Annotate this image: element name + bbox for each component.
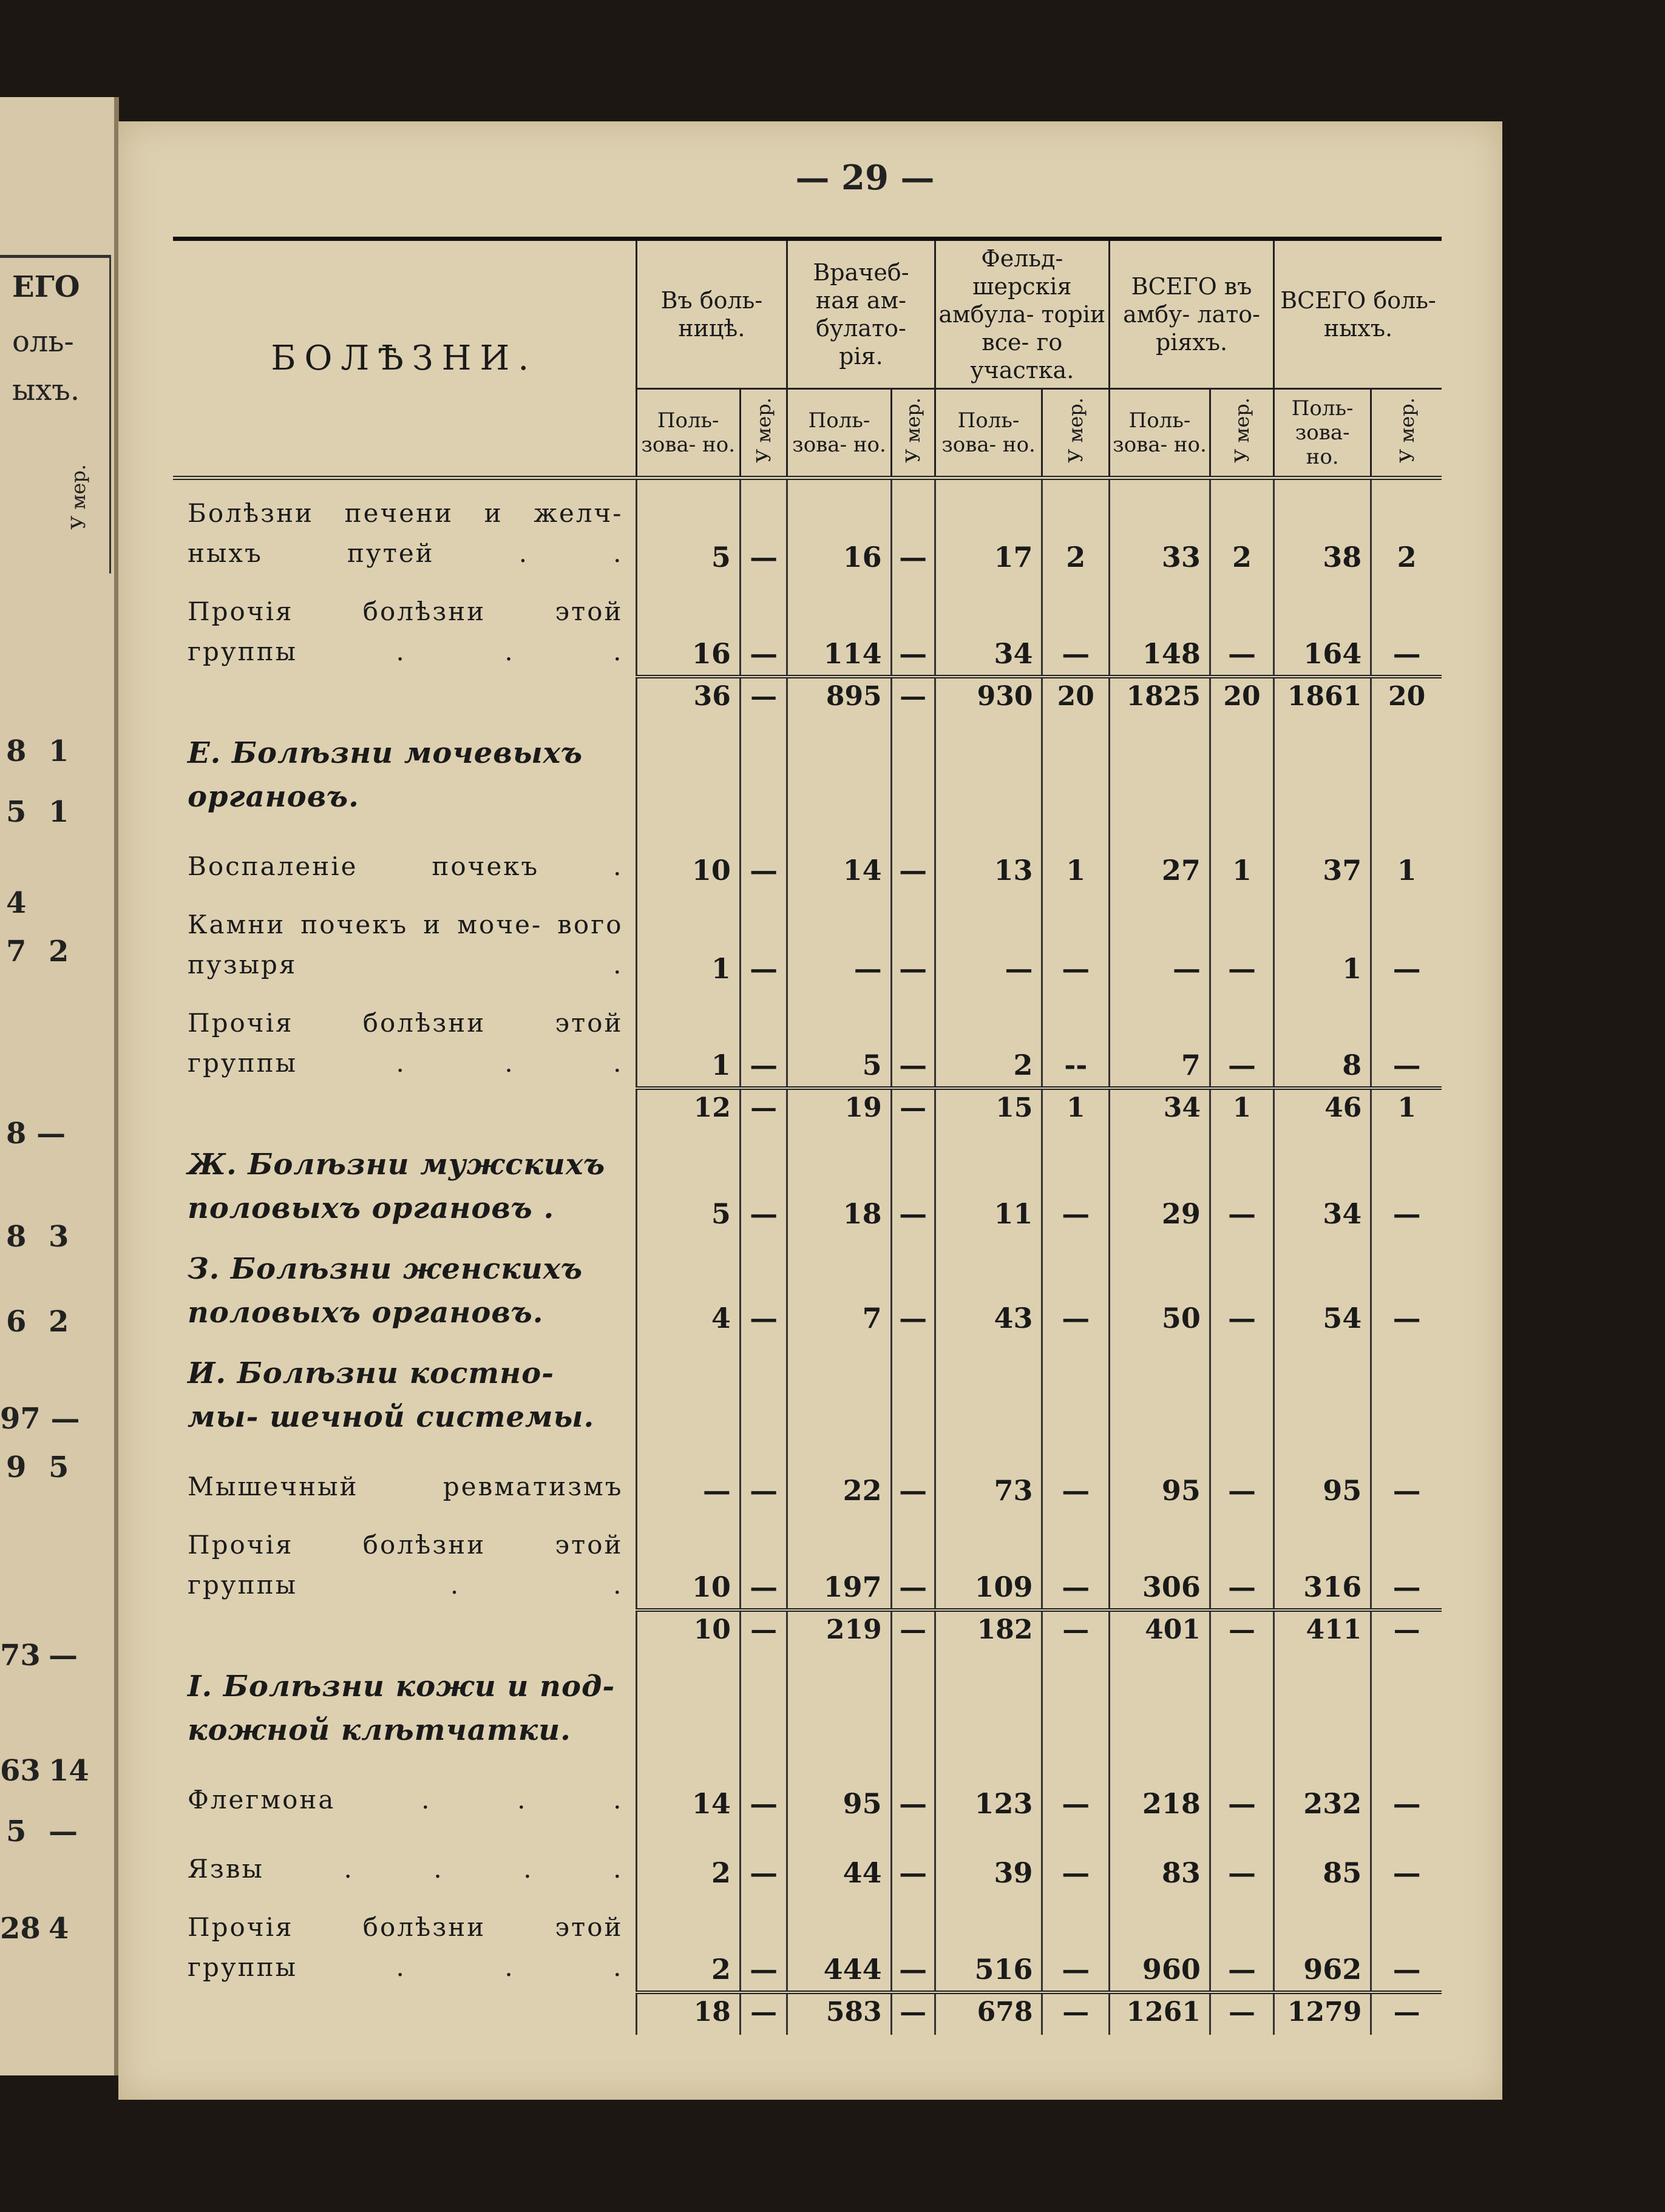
died-count-cell: — xyxy=(1371,1235,1442,1339)
table-row xyxy=(173,1894,1442,1992)
empty-cell xyxy=(740,719,787,822)
used-count-cell: 164 xyxy=(1273,578,1371,677)
table-row xyxy=(173,990,1442,1088)
disease-name: Камни почекъ и моче- вого пузыря . xyxy=(188,910,623,979)
died-count-cell: — xyxy=(1042,1443,1110,1512)
used-count-cell: 411 xyxy=(1273,1610,1371,1652)
empty-cell xyxy=(787,1339,891,1443)
col-total-ambulatory-header: ВСЕГО въ амбу- лато- ріяхъ. xyxy=(1110,241,1274,389)
page-number: — 29 — xyxy=(795,158,935,198)
table-row xyxy=(173,1131,1442,1235)
died-count-cell: — xyxy=(740,1131,787,1235)
disease-name: Прочія болѣзни этой группы . . . xyxy=(188,1008,623,1078)
empty-cell xyxy=(1273,719,1371,822)
col-total-patients-header: ВСЕГО боль- ныхъ. xyxy=(1273,241,1442,389)
died-count-cell: — xyxy=(740,1443,787,1512)
left-value: 5 xyxy=(6,1815,27,1848)
empty-cell xyxy=(787,1652,891,1756)
used-count-cell: 10 xyxy=(636,1512,740,1610)
left-value: — xyxy=(49,1639,78,1673)
left-value: 28 xyxy=(0,1912,41,1946)
used-count-cell: 50 xyxy=(1110,1235,1210,1339)
book-page xyxy=(118,121,1502,2100)
used-count-cell: 10 xyxy=(636,1610,740,1652)
empty-cell xyxy=(1110,1339,1210,1443)
left-value: 73 xyxy=(0,1639,41,1673)
used-count-cell: 5 xyxy=(787,990,891,1088)
died-count-cell: — xyxy=(891,578,935,677)
empty-cell xyxy=(1110,1652,1210,1756)
died-count-cell: 20 xyxy=(1371,677,1442,719)
empty-cell xyxy=(1371,719,1442,822)
used-count-cell: 46 xyxy=(1273,1088,1371,1131)
used-count-cell: 1 xyxy=(1273,891,1371,990)
died-count-cell: — xyxy=(891,1235,935,1339)
section-heading-row xyxy=(173,1652,1442,1756)
empty-cell xyxy=(935,1339,1042,1443)
used-count-cell: 1261 xyxy=(1110,1992,1210,2035)
used-count-cell: 583 xyxy=(787,1992,891,2035)
died-count-cell: — xyxy=(1371,578,1442,677)
empty-cell xyxy=(1371,1339,1442,1443)
empty-cell xyxy=(1042,1339,1110,1443)
died-count-cell: — xyxy=(740,1894,787,1992)
left-value: 5 xyxy=(49,1450,69,1484)
died-count-cell: — xyxy=(891,1610,935,1652)
died-count-cell: — xyxy=(891,1825,935,1894)
disease-name xyxy=(173,677,636,719)
empty-cell xyxy=(636,1339,740,1443)
died-count-cell: 1 xyxy=(1042,1088,1110,1131)
used-count-cell: 219 xyxy=(787,1610,891,1652)
used-count-cell: 232 xyxy=(1273,1756,1371,1825)
died-count-cell: — xyxy=(1210,1512,1273,1610)
used-count-cell: 16 xyxy=(636,578,740,677)
disease-name xyxy=(173,1992,636,2035)
used-count-cell: 34 xyxy=(1110,1088,1210,1131)
died-count-cell: — xyxy=(1210,1610,1273,1652)
died-count-cell: — xyxy=(1042,891,1110,990)
died-count-cell: — xyxy=(1371,1131,1442,1235)
left-value: — xyxy=(49,1815,78,1848)
used-count-cell: 13 xyxy=(935,822,1042,891)
subtotal-row xyxy=(173,1088,1442,1131)
died-count-cell: — xyxy=(1210,1825,1273,1894)
left-value: 4 xyxy=(49,1912,69,1946)
left-value: 63 xyxy=(0,1754,41,1788)
used-count-cell: 14 xyxy=(787,822,891,891)
died-count-cell: — xyxy=(740,1610,787,1652)
used-count-cell: 43 xyxy=(935,1235,1042,1339)
died-count-cell: — xyxy=(1371,1894,1442,1992)
table-row xyxy=(173,1825,1442,1894)
used-count-cell: 19 xyxy=(787,1088,891,1131)
died-count-cell: — xyxy=(1210,1992,1273,2035)
left-value: 14 xyxy=(49,1754,89,1788)
sub-header-used: Поль- зова- но. xyxy=(787,389,891,478)
used-count-cell: 15 xyxy=(935,1088,1042,1131)
used-count-cell: 401 xyxy=(1110,1610,1210,1652)
died-count-cell: — xyxy=(740,578,787,677)
used-count-cell: 123 xyxy=(935,1756,1042,1825)
died-count-cell: 1 xyxy=(1371,1088,1442,1131)
died-count-cell: — xyxy=(1371,891,1442,990)
died-count-cell: — xyxy=(740,891,787,990)
died-count-cell: — xyxy=(891,891,935,990)
died-count-cell: — xyxy=(891,677,935,719)
disease-name: Язвы . . . . xyxy=(188,1854,623,1884)
empty-cell xyxy=(1110,719,1210,822)
used-count-cell: 4 xyxy=(636,1235,740,1339)
empty-cell xyxy=(1210,719,1273,822)
used-count-cell: 17 xyxy=(935,478,1042,579)
used-count-cell: 960 xyxy=(1110,1894,1210,1992)
died-count-cell: — xyxy=(740,822,787,891)
died-count-cell: — xyxy=(891,1992,935,2035)
left-value: 3 xyxy=(49,1220,69,1254)
sub-header-died: У мер. xyxy=(1210,389,1273,478)
died-count-cell: — xyxy=(1210,1894,1273,1992)
table-row xyxy=(173,578,1442,677)
died-count-cell: — xyxy=(1042,1610,1110,1652)
used-count-cell: 197 xyxy=(787,1512,891,1610)
empty-cell xyxy=(1273,1652,1371,1756)
disease-name: И. Болѣзни костно-мы- шечной системы. xyxy=(188,1356,595,1434)
empty-cell xyxy=(636,719,740,822)
empty-cell xyxy=(1042,719,1110,822)
died-count-cell: — xyxy=(1210,1131,1273,1235)
used-count-cell: 29 xyxy=(1110,1131,1210,1235)
died-count-cell: — xyxy=(891,990,935,1088)
died-count-cell: — xyxy=(891,1443,935,1512)
died-count-cell: — xyxy=(891,1756,935,1825)
used-count-cell: 22 xyxy=(787,1443,891,1512)
died-count-cell: — xyxy=(1371,1443,1442,1512)
used-count-cell: 95 xyxy=(1110,1443,1210,1512)
died-count-cell: — xyxy=(1371,1512,1442,1610)
used-count-cell: 95 xyxy=(1273,1443,1371,1512)
table-row xyxy=(173,478,1442,579)
died-count-cell: — xyxy=(740,478,787,579)
table-row xyxy=(173,822,1442,891)
empty-cell xyxy=(935,1652,1042,1756)
used-count-cell: 27 xyxy=(1110,822,1210,891)
died-count-cell: — xyxy=(1210,1235,1273,1339)
used-count-cell: 54 xyxy=(1273,1235,1371,1339)
left-header-text: ЕГО xyxy=(12,270,80,304)
died-count-cell: — xyxy=(1042,1756,1110,1825)
died-count-cell: — xyxy=(740,990,787,1088)
used-count-cell: 16 xyxy=(787,478,891,579)
disease-name: Прочія болѣзни этой группы . . . xyxy=(188,597,623,666)
table-row xyxy=(173,1756,1442,1825)
used-count-cell: 39 xyxy=(935,1825,1042,1894)
disease-name: Мышечный ревматизмъ xyxy=(188,1472,623,1501)
used-count-cell: 95 xyxy=(787,1756,891,1825)
disease-name: Прочія болѣзни этой группы . . . xyxy=(188,1912,623,1982)
used-count-cell: 182 xyxy=(935,1610,1042,1652)
died-count-cell: 1 xyxy=(1210,822,1273,891)
left-value: 9 xyxy=(6,1450,27,1484)
left-value: 97 — xyxy=(0,1402,80,1436)
used-count-cell: 36 xyxy=(636,677,740,719)
used-count-cell: 1861 xyxy=(1273,677,1371,719)
died-count-cell: — xyxy=(740,677,787,719)
left-value: 1 xyxy=(49,795,69,829)
died-count-cell: — xyxy=(1371,1610,1442,1652)
used-count-cell: 114 xyxy=(787,578,891,677)
sub-header-used: Поль- зова- но. xyxy=(1273,389,1371,478)
used-count-cell: 218 xyxy=(1110,1756,1210,1825)
used-count-cell: 18 xyxy=(636,1992,740,2035)
left-value: 6 xyxy=(6,1305,27,1339)
died-count-cell: 2 xyxy=(1042,478,1110,579)
section-heading-row xyxy=(173,719,1442,822)
used-count-cell: 5 xyxy=(636,478,740,579)
col-hospital-header: Въ боль- ницѣ. xyxy=(636,241,787,389)
used-count-cell: 7 xyxy=(1110,990,1210,1088)
sub-header-used: Поль- зова- но. xyxy=(636,389,740,478)
empty-cell xyxy=(891,1339,935,1443)
empty-cell xyxy=(1371,1652,1442,1756)
empty-cell xyxy=(1210,1652,1273,1756)
left-value: 2 xyxy=(49,935,69,969)
left-value: 2 xyxy=(49,1305,69,1339)
died-count-cell: — xyxy=(891,1088,935,1131)
used-count-cell: 2 xyxy=(636,1825,740,1894)
disease-name: Ж. Болѣзни мужскихъ половыхъ органовъ . xyxy=(188,1148,606,1225)
used-count-cell: 678 xyxy=(935,1992,1042,2035)
section-heading-row xyxy=(173,1339,1442,1443)
died-count-cell: 20 xyxy=(1042,677,1110,719)
used-count-cell: 930 xyxy=(935,677,1042,719)
disease-name xyxy=(173,1088,636,1131)
used-count-cell: 12 xyxy=(636,1088,740,1131)
sub-header-used: Поль- зова- но. xyxy=(935,389,1042,478)
died-count-cell: — xyxy=(1371,1825,1442,1894)
used-count-cell: 10 xyxy=(636,822,740,891)
left-value: 4 xyxy=(6,886,27,920)
used-count-cell: — xyxy=(787,891,891,990)
died-count-cell: — xyxy=(891,1131,935,1235)
subtotal-row xyxy=(173,1610,1442,1652)
sub-header-died: У мер. xyxy=(1042,389,1110,478)
sub-header-died: У мер. xyxy=(740,389,787,478)
used-count-cell: 1279 xyxy=(1273,1992,1371,2035)
left-value: 8 — xyxy=(6,1117,66,1151)
empty-cell xyxy=(891,719,935,822)
died-count-cell: — xyxy=(1210,1443,1273,1512)
died-count-cell: — xyxy=(740,1235,787,1339)
died-count-cell: — xyxy=(740,1756,787,1825)
table-row xyxy=(173,891,1442,990)
left-value: 8 xyxy=(6,734,27,768)
subtotal-row xyxy=(173,677,1442,719)
died-count-cell: 1 xyxy=(1210,1088,1273,1131)
left-page-fragment xyxy=(0,97,119,2075)
used-count-cell: 83 xyxy=(1110,1825,1210,1894)
used-count-cell: 85 xyxy=(1273,1825,1371,1894)
left-header-text: ыхъ. xyxy=(12,373,80,407)
table-row xyxy=(173,1235,1442,1339)
died-count-cell: — xyxy=(1042,1131,1110,1235)
used-count-cell: 316 xyxy=(1273,1512,1371,1610)
used-count-cell: 2 xyxy=(636,1894,740,1992)
table-body xyxy=(173,478,1442,2035)
sub-header-used: Поль- зова- но. xyxy=(1110,389,1210,478)
disease-name: З. Болѣзни женскихъ половыхъ органовъ. xyxy=(188,1252,583,1330)
died-count-cell: — xyxy=(1042,1235,1110,1339)
used-count-cell: 18 xyxy=(787,1131,891,1235)
used-count-cell: 7 xyxy=(787,1235,891,1339)
disease-name xyxy=(173,1610,636,1652)
used-count-cell: 962 xyxy=(1273,1894,1371,1992)
died-count-cell: — xyxy=(1042,578,1110,677)
died-count-cell: 1 xyxy=(1042,822,1110,891)
left-page-header xyxy=(0,255,111,573)
empty-cell xyxy=(1210,1339,1273,1443)
died-count-cell: — xyxy=(1042,1894,1110,1992)
died-count-cell: — xyxy=(891,1512,935,1610)
empty-cell xyxy=(891,1652,935,1756)
died-count-cell: — xyxy=(1371,990,1442,1088)
subtotal-row xyxy=(173,1992,1442,2035)
used-count-cell: 37 xyxy=(1273,822,1371,891)
used-count-cell: 34 xyxy=(1273,1131,1371,1235)
died-count-cell: 20 xyxy=(1210,677,1273,719)
left-value: 7 xyxy=(6,935,27,969)
disease-name: Болѣзни печени и желч- ныхъ путей . . xyxy=(188,498,623,568)
disease-name: Е. Болѣзни мочевыхъ органовъ. xyxy=(188,736,583,814)
used-count-cell: 109 xyxy=(935,1512,1042,1610)
left-value: 5 xyxy=(6,795,27,829)
used-count-cell: 14 xyxy=(636,1756,740,1825)
died-count-cell: -- xyxy=(1042,990,1110,1088)
used-count-cell: 306 xyxy=(1110,1512,1210,1610)
used-count-cell: 8 xyxy=(1273,990,1371,1088)
disease-statistics-table xyxy=(173,237,1442,2035)
used-count-cell: 38 xyxy=(1273,478,1371,579)
used-count-cell: — xyxy=(636,1443,740,1512)
used-count-cell: 2 xyxy=(935,990,1042,1088)
died-count-cell: — xyxy=(1210,891,1273,990)
died-count-cell: — xyxy=(1042,1512,1110,1610)
left-header-text: У мер. xyxy=(67,464,90,530)
died-count-cell: — xyxy=(1210,1756,1273,1825)
used-count-cell: 148 xyxy=(1110,578,1210,677)
used-count-cell: 1 xyxy=(636,990,740,1088)
table-row xyxy=(173,1512,1442,1610)
used-count-cell: — xyxy=(935,891,1042,990)
left-header-text: оль- xyxy=(12,325,74,359)
used-count-cell: 11 xyxy=(935,1131,1042,1235)
used-count-cell: 895 xyxy=(787,677,891,719)
sub-header-died: У мер. xyxy=(1371,389,1442,478)
used-count-cell: 73 xyxy=(935,1443,1042,1512)
died-count-cell: — xyxy=(740,1088,787,1131)
used-count-cell: 1825 xyxy=(1110,677,1210,719)
used-count-cell: — xyxy=(1110,891,1210,990)
died-count-cell: 1 xyxy=(1371,822,1442,891)
used-count-cell: 1 xyxy=(636,891,740,990)
empty-cell xyxy=(1042,1652,1110,1756)
died-count-cell: — xyxy=(1042,1992,1110,2035)
disease-name: Флегмона . . . xyxy=(188,1785,623,1815)
used-count-cell: 5 xyxy=(636,1131,740,1235)
empty-cell xyxy=(740,1339,787,1443)
died-count-cell: — xyxy=(1210,990,1273,1088)
col-feldsher-ambulatory-header: Фельд- шерскія амбула- торіи все- го участка. xyxy=(935,241,1110,389)
died-count-cell: — xyxy=(891,822,935,891)
disease-name: Воспаленіе почекъ . xyxy=(188,851,623,881)
left-value: 8 xyxy=(6,1220,27,1254)
empty-cell xyxy=(636,1652,740,1756)
died-count-cell: 2 xyxy=(1210,478,1273,579)
died-count-cell: — xyxy=(1371,1756,1442,1825)
used-count-cell: 34 xyxy=(935,578,1042,677)
used-count-cell: 444 xyxy=(787,1894,891,1992)
died-count-cell: — xyxy=(1042,1825,1110,1894)
died-count-cell: — xyxy=(740,1825,787,1894)
died-count-cell: — xyxy=(740,1992,787,2035)
died-count-cell: — xyxy=(1371,1992,1442,2035)
died-count-cell: — xyxy=(891,478,935,579)
died-count-cell: — xyxy=(740,1512,787,1610)
died-count-cell: — xyxy=(891,1894,935,1992)
disease-name: Прочія болѣзни этой группы . . xyxy=(188,1530,623,1600)
empty-cell xyxy=(787,719,891,822)
used-count-cell: 516 xyxy=(935,1894,1042,1992)
sub-header-died: У мер. xyxy=(891,389,935,478)
table-row xyxy=(173,1443,1442,1512)
left-value: 1 xyxy=(49,734,69,768)
empty-cell xyxy=(740,1652,787,1756)
died-count-cell: 2 xyxy=(1371,478,1442,579)
diseases-header: БОЛѢЗНИ. xyxy=(271,338,538,378)
used-count-cell: 33 xyxy=(1110,478,1210,579)
died-count-cell: — xyxy=(1210,578,1273,677)
empty-cell xyxy=(935,719,1042,822)
empty-cell xyxy=(1273,1339,1371,1443)
col-physician-ambulatory-header: Врачеб- ная ам- булато- рія. xyxy=(787,241,935,389)
used-count-cell: 44 xyxy=(787,1825,891,1894)
disease-name: І. Болѣзни кожи и под- кожной клѣтчатки. xyxy=(188,1669,615,1747)
